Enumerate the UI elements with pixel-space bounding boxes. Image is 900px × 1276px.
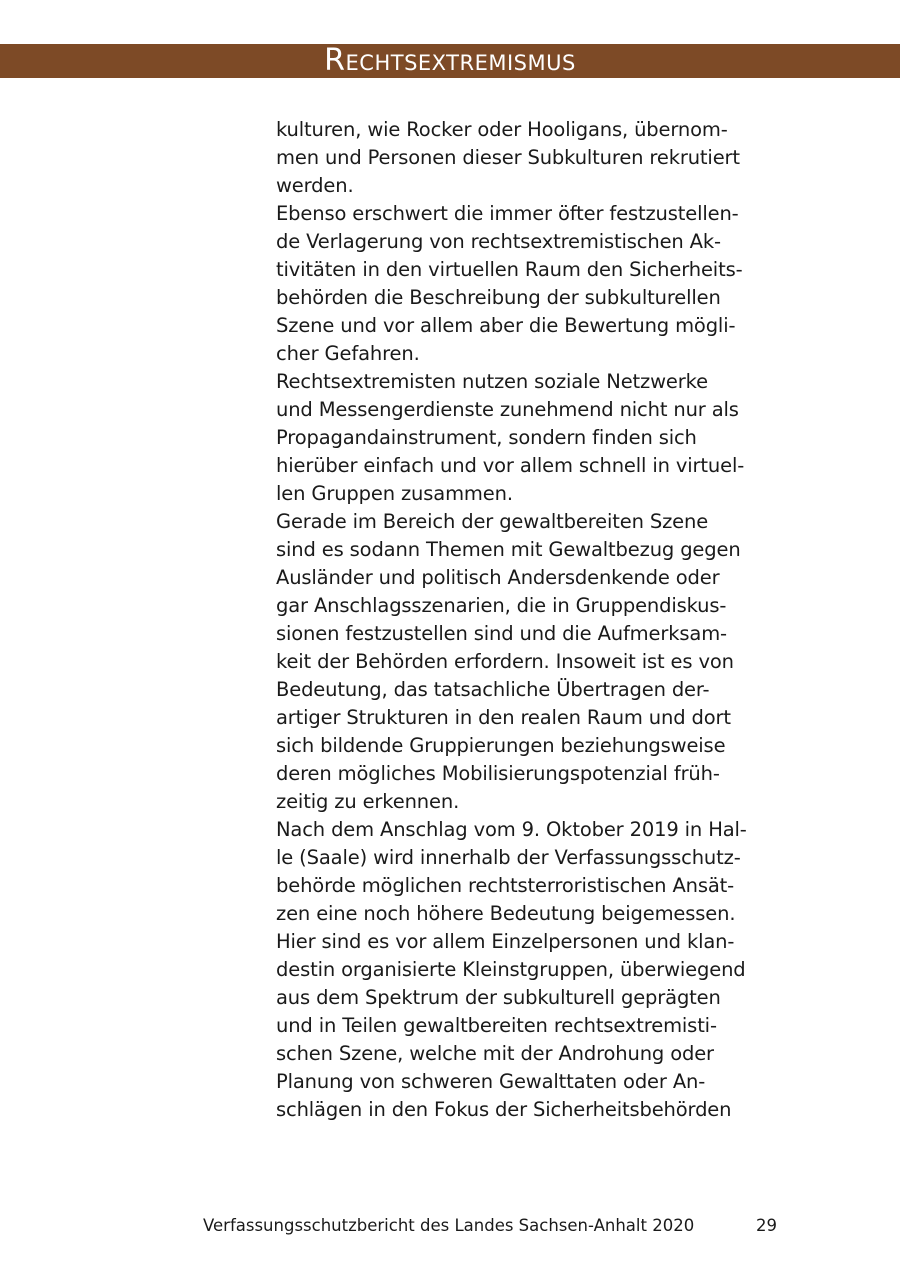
text-line: und Messengerdienste zunehmend nicht nur als: [276, 398, 739, 421]
text-line: artiger Strukturen in den realen Raum und dort: [276, 706, 731, 729]
text-line: werden.: [276, 174, 354, 197]
text-line: destin organisierte Kleinstgruppen, überwiegend: [276, 958, 746, 981]
text-line: aus dem Spektrum der subkulturell geprägten: [276, 986, 721, 1009]
text-line: Ausländer und politisch Andersdenkende oder: [276, 566, 720, 589]
text-line: behörden die Beschreibung der subkulturellen: [276, 286, 721, 309]
text-line: zeitig zu erkennen.: [276, 790, 460, 813]
text-line: hierüber einfach und vor allem schnell in virtuel-: [276, 454, 745, 477]
text-line: le (Saale) wird innerhalb der Verfassungsschutz-: [276, 846, 741, 869]
text-line: len Gruppen zusammen.: [276, 482, 513, 505]
text-line: Ebenso erschwert die immer öfter festzustellen-: [276, 202, 739, 225]
text-line: Hier sind es vor allem Einzelpersonen und klan-: [276, 930, 735, 953]
text-line: Planung von schweren Gewalttaten oder An-: [276, 1070, 706, 1093]
page-title: Rechtsextremismus: [324, 43, 576, 78]
text-line: schen Szene, welche mit der Androhung oder: [276, 1042, 714, 1065]
text-line: behörde möglichen rechtsterroristischen Ansät-: [276, 874, 735, 897]
text-line: sind es sodann Themen mit Gewaltbezug gegen: [276, 538, 741, 561]
text-line: Propagandainstrument, sondern finden sich: [276, 426, 697, 449]
text-line: zen eine noch höhere Bedeutung beigemessen.: [276, 902, 736, 925]
text-line: keit der Behörden erfordern. Insoweit ist es von: [276, 650, 734, 673]
text-line: und in Teilen gewaltbereiten rechtsextremisti-: [276, 1014, 717, 1037]
text-line: Szene und vor allem aber die Bewertung mögli-: [276, 314, 736, 337]
body-text: [276, 116, 806, 1124]
text-line: schlägen in den Fokus der Sicherheitsbehörden: [276, 1098, 732, 1121]
text-line: Nach dem Anschlag vom 9. Oktober 2019 in Hal-: [276, 818, 747, 841]
text-line: sich bildende Gruppierungen beziehungsweise: [276, 734, 726, 757]
text-line: men und Personen dieser Subkulturen rekrutiert: [276, 146, 740, 169]
text-line: Bedeutung, das tatsachliche Übertragen der-: [276, 678, 710, 701]
text-line: de Verlagerung von rechtsextremistischen Ak-: [276, 230, 721, 253]
text-line: kulturen, wie Rocker oder Hooligans, übernom-: [276, 118, 728, 141]
page-number: 29: [756, 1216, 777, 1235]
footer-publication: Verfassungsschutzbericht des Landes Sachsen-Anhalt 2020: [203, 1216, 695, 1235]
text-line: tivitäten in den virtuellen Raum den Sicherheits-: [276, 258, 743, 281]
text-line: gar Anschlagsszenarien, die in Gruppendiskus-: [276, 594, 727, 617]
text-line: sionen festzustellen sind und die Aufmerksam-: [276, 622, 727, 645]
text-line: Rechtsextremisten nutzen soziale Netzwerke: [276, 370, 708, 393]
text-line: deren mögliches Mobilisierungspotenzial früh-: [276, 762, 720, 785]
text-line: cher Gefahren.: [276, 342, 420, 365]
text-line: Gerade im Bereich der gewaltbereiten Szene: [276, 510, 709, 533]
